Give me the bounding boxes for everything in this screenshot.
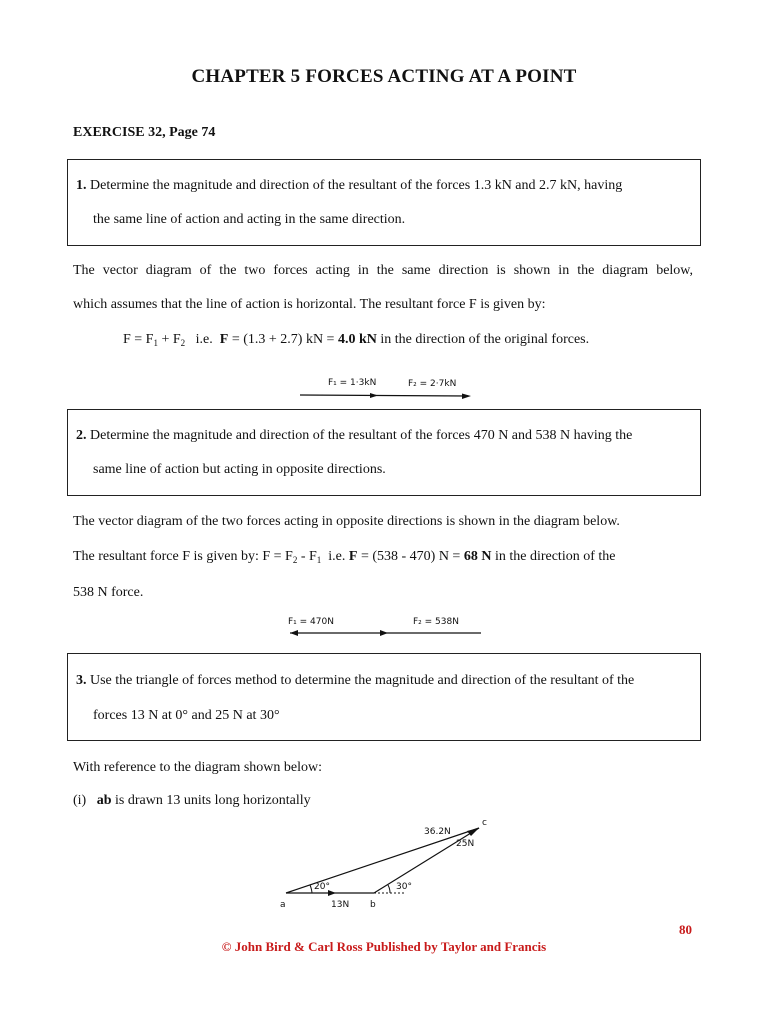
diagram-1-arrow-f2 — [462, 394, 471, 400]
diagram-2-label-f1: F₁ = 470N — [288, 617, 334, 627]
diagram-1-arrow-f1 — [370, 393, 378, 398]
diagram-1-label-f2: F₂ = 2·7kN — [408, 379, 457, 389]
exercise-heading: EXERCISE 32, Page 74 — [73, 125, 216, 140]
diagram-3-label-13n: 13N — [331, 900, 350, 910]
answer-1-equation: $F = F_1 + F_2$ i.e. F = (1.3 + 2.7) kN = 4.0 kN in the direction of the original forces. — [123, 332, 590, 348]
diagram-3-label-resultant: 36.2N — [424, 827, 451, 837]
question-3-number: 3. — [76, 673, 87, 688]
answer-2-line-1: The vector diagram of the two forces acting in opposite directions is shown in the diagram below. — [73, 514, 620, 529]
question-1-number: 1. — [76, 178, 87, 193]
diagram-3-angle-arc-a — [310, 885, 312, 893]
question-1-line-1: Determine the magnitude and direction of the resultant of the forces 1.3 kN and 2.7 kN, having — [90, 178, 623, 193]
question-2-line-1: Determine the magnitude and direction of the resultant of the forces 470 N and 538 N having the — [90, 428, 633, 443]
question-2-number: 2. — [76, 428, 87, 443]
answer-1-line-2: which assumes that the line of action is horizontal. The resultant force F is given by: — [73, 297, 546, 312]
answer-2-line-3: 538 N force. — [73, 585, 144, 600]
diagram-3-point-c: c — [482, 818, 487, 828]
question-3-box — [67, 653, 701, 741]
diagram-3-label-25n: 25N — [456, 839, 475, 849]
diagram-1-line — [300, 395, 468, 396]
diagram-3-triangle — [276, 815, 506, 915]
question-2-line-2: same line of action but acting in opposite directions. — [93, 462, 386, 477]
diagram-3-angle-arc-b — [388, 885, 390, 893]
copyright-footer: © John Bird & Carl Ross Published by Taylor and Francis — [221, 939, 547, 954]
diagram-3-label-angle-b: 30° — [396, 882, 412, 892]
answer-1-line-1: The vector diagram of the two forces acting in the same direction is shown in the diagram below, — [73, 263, 693, 278]
diagram-2-arrow-f1 — [290, 630, 298, 636]
diagram-3-point-a: a — [280, 900, 286, 910]
diagram-2-vector — [278, 602, 498, 640]
diagram-3-label-angle-a: 20° — [314, 882, 330, 892]
question-2-box — [67, 409, 701, 496]
question-3-line-2: forces 13 N at 0° and 25 N at 30° — [93, 708, 280, 723]
diagram-1-label-f1: F₁ = 1·3kN — [328, 378, 377, 388]
diagram-3-point-b: b — [370, 900, 376, 910]
answer-3-item-i: (i) ab is drawn 13 units long horizontally — [73, 793, 311, 808]
question-3-line-1: Use the triangle of forces method to determine the magnitude and direction of the resultant of the — [90, 673, 635, 688]
question-1-box — [67, 159, 701, 246]
answer-3-line-1: With reference to the diagram shown below: — [73, 760, 323, 775]
question-1-line-2: the same line of action and acting in the same direction. — [93, 212, 406, 227]
diagram-1-vector — [290, 368, 480, 404]
diagram-2-arrow-f2 — [380, 630, 388, 636]
answer-2-line-2: The resultant force F is given by: $F = F_2 - F_1$ i.e. F = (538 - 470) N = 68 N in the direction of the — [73, 549, 616, 565]
page-number: 80 — [679, 922, 692, 937]
diagram-2-label-f2: F₂ = 538N — [413, 617, 459, 627]
diagram-3-line-bc — [374, 828, 479, 893]
chapter-title: CHAPTER 5 FORCES ACTING AT A POINT — [191, 66, 577, 87]
